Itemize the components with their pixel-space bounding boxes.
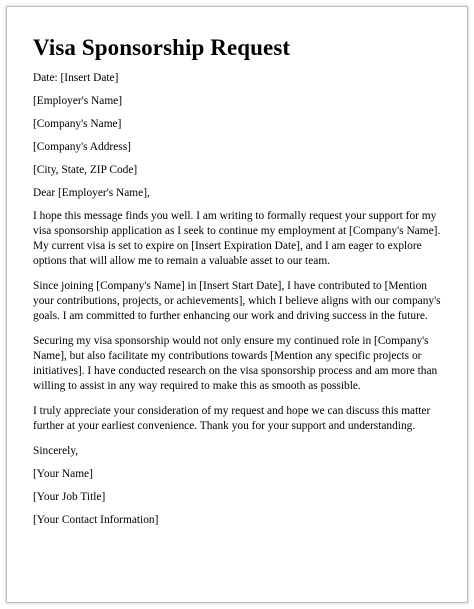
body-paragraph-4: I truly appreciate your consideration of my request and hope we can discuss this matter further at your earliest convenience. Thank you for your support and understanding.: [33, 405, 431, 432]
city-state-zip-line: [City, State, ZIP Code]: [33, 164, 138, 176]
letter-title: Visa Sponsorship Request: [33, 35, 291, 60]
closing: Sincerely,: [33, 445, 79, 457]
body-paragraph-2: Since joining [Company's Name] in [Insert Start Date], I have contributed to [Mention your contributions, projects, or achievements], which I believe aligns with our company's goals. I am committed to further enhancing our work and driving success in the future.: [33, 280, 441, 322]
body-paragraph-3: Securing my visa sponsorship would not only ensure my continued role in [Company's Name], but also facilitate my contributions towards [Mention any specific projects or initiatives]. I have conducted research on the visa sponsorship process and am more than willing to assist in any way required to make this as smooth as possible.: [33, 335, 438, 392]
signature-contact-info: [Your Contact Information]: [33, 514, 159, 526]
signature-job-title: [Your Job Title]: [33, 491, 106, 503]
salutation: Dear [Employer's Name],: [33, 187, 150, 199]
date-line: Date: [Insert Date]: [33, 72, 119, 84]
letter-page: [6, 6, 468, 603]
company-name-line: [Company's Name]: [33, 118, 122, 130]
body-paragraph-1: I hope this message finds you well. I am writing to formally request your support for my visa sponsorship application as I seek to continue my employment at [Company's Name]. My current visa is set to expire on [Insert Expiration Date], and I am eager to explore options that will allow me to remain a valuable asset to our team.: [33, 210, 441, 267]
company-address-line: [Company's Address]: [33, 141, 131, 153]
employer-name-line: [Employer's Name]: [33, 95, 123, 107]
signature-name: [Your Name]: [33, 468, 93, 480]
